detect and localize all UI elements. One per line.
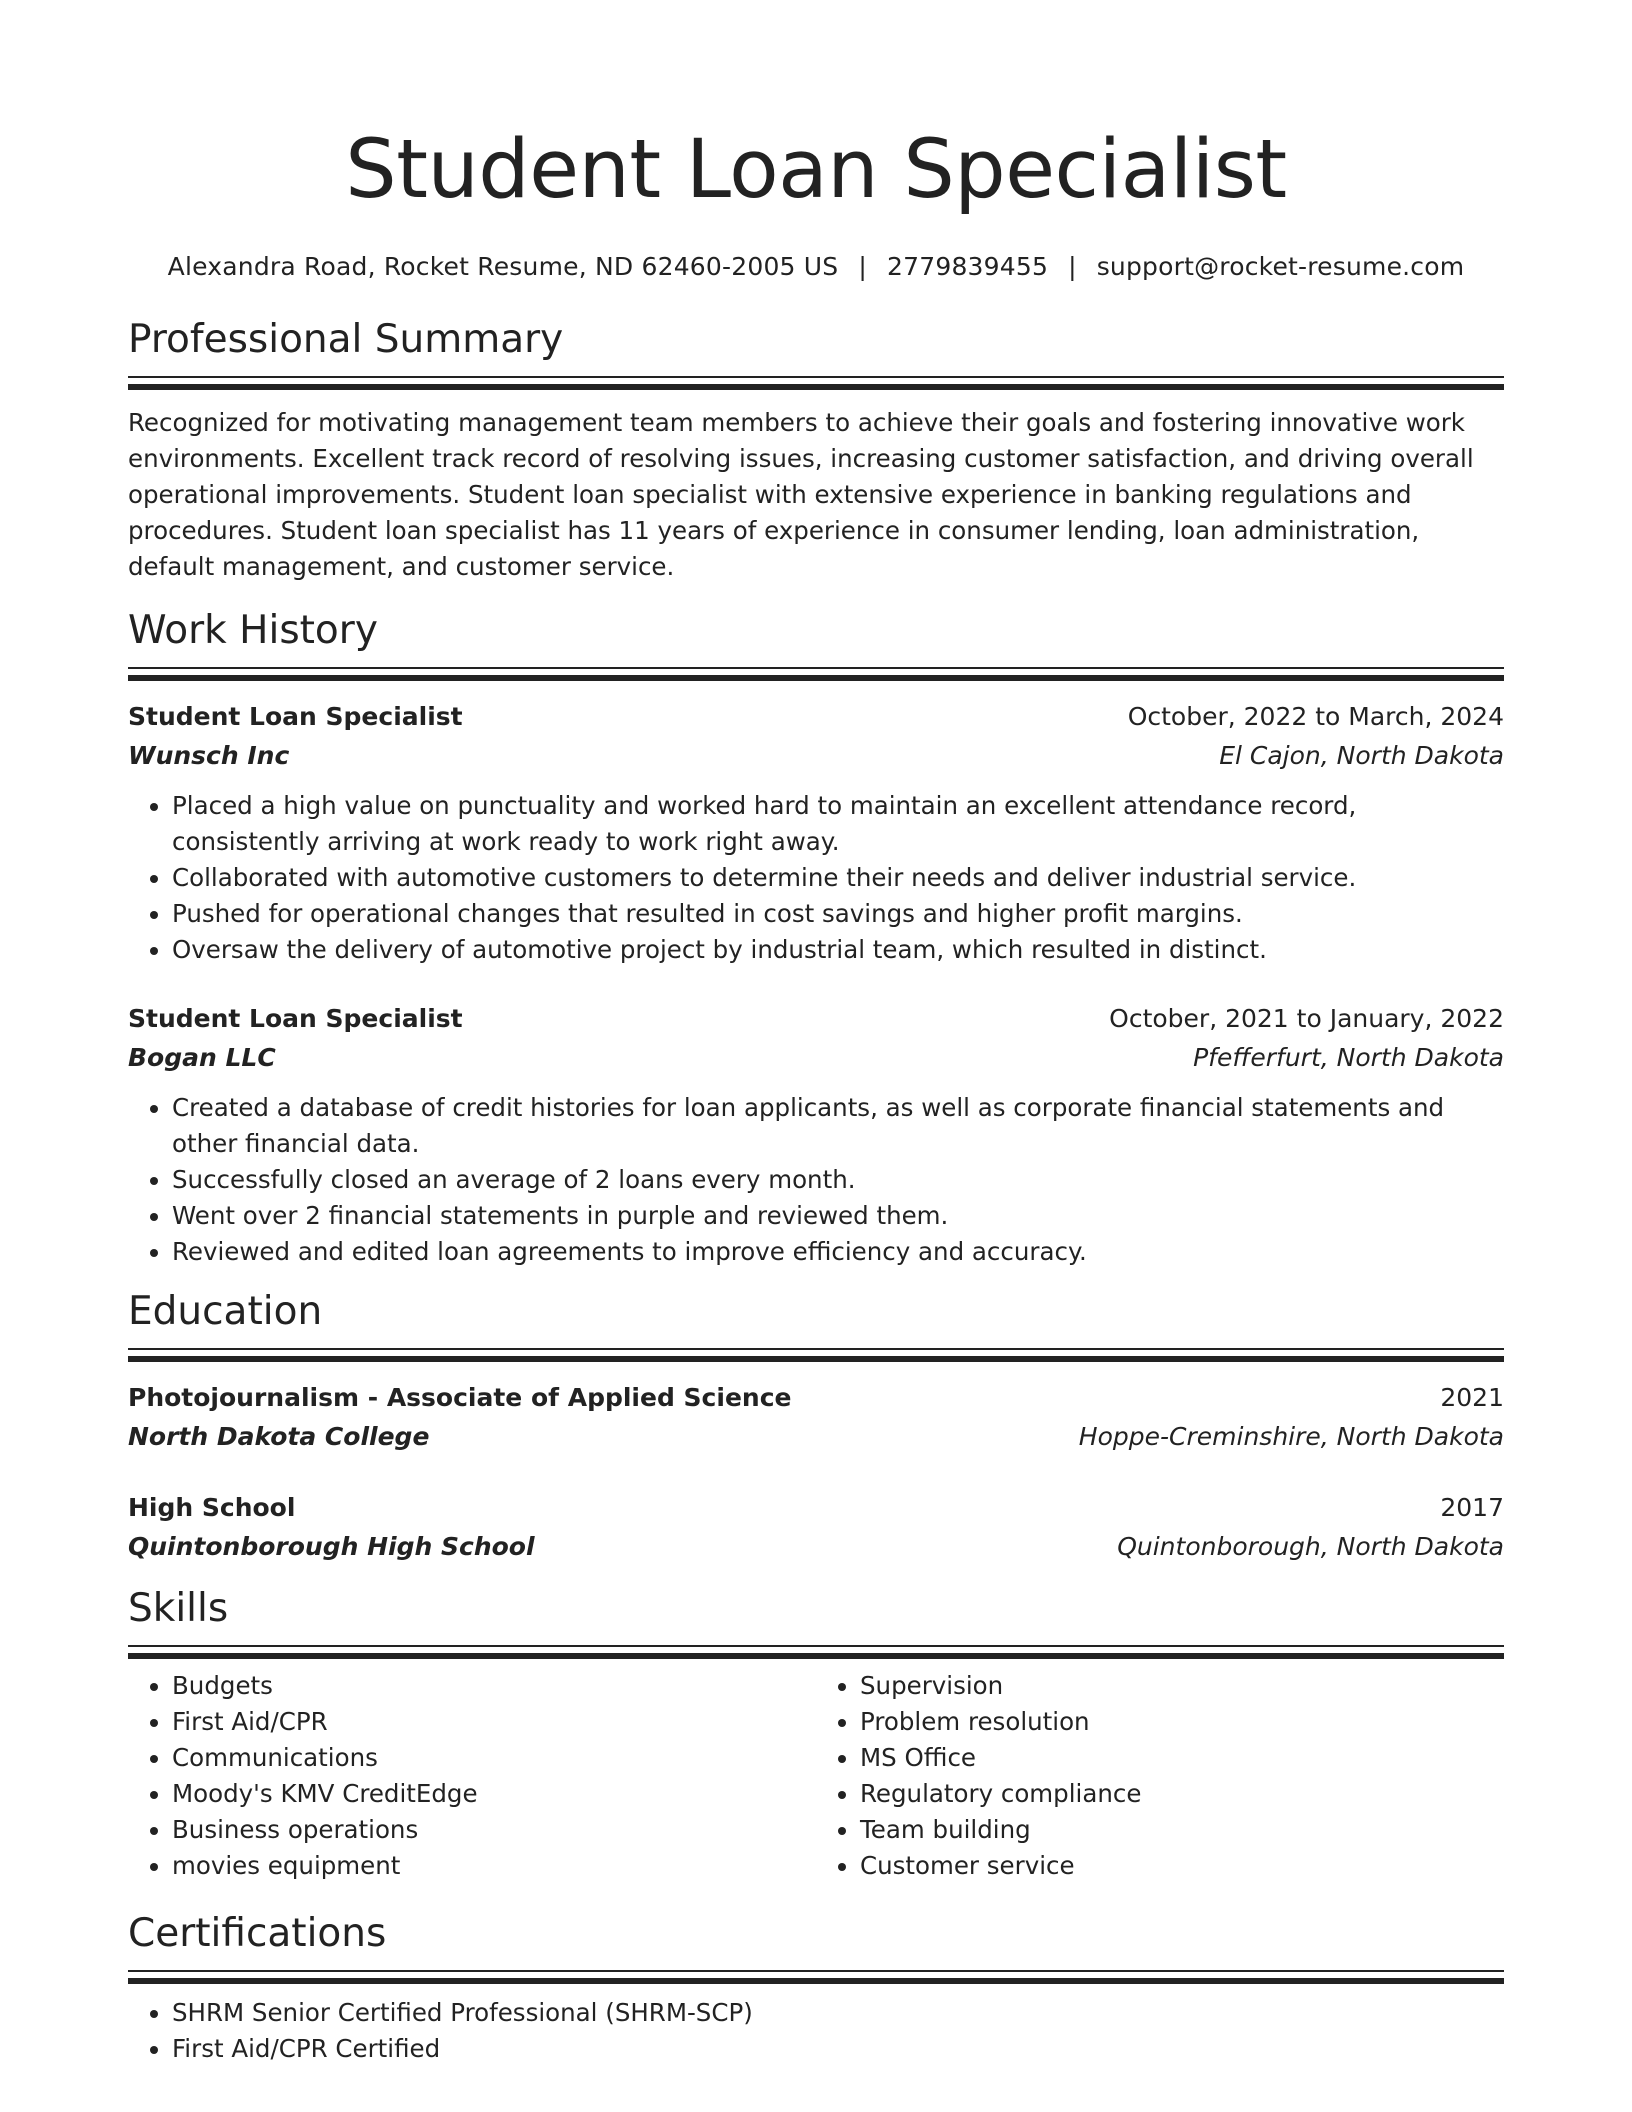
- contact-separator: |: [1068, 252, 1077, 281]
- list-item: • Problem resolution: [860, 1704, 1504, 1740]
- list-item: • Communications: [172, 1740, 816, 1776]
- job-dates: October, 2021 to January, 2022: [1109, 1004, 1504, 1033]
- list-item: • movies equipment: [172, 1848, 816, 1884]
- job-location: El Cajon, North Dakota: [1219, 741, 1504, 770]
- list-item: • First Aid/CPR Certified: [172, 2031, 1504, 2067]
- skills-list-right: [816, 1668, 1504, 1884]
- job-title: Student Loan Specialist: [128, 1004, 463, 1033]
- contact-phone: 2779839455: [887, 252, 1049, 281]
- list-item: • MS Office: [860, 1740, 1504, 1776]
- skills-columns: [128, 1660, 1504, 1884]
- list-item: • Regulatory compliance: [860, 1776, 1504, 1812]
- list-item: • Supervision: [860, 1668, 1504, 1704]
- job-bullets: [128, 1090, 1504, 1270]
- summary-text: Recognized for motivating management team members to achieve their goals and fostering innovative work environments. Excellent track record of resolving issues, increasing customer satisfaction, and driving overall operational improvements. Student loan specialist with extensive experience in banking regulations and procedures. Student loan specialist has 11 years of experience in consumer lending, loan administration, default management, and customer service.: [128, 408, 1474, 581]
- job-dates: October, 2022 to March, 2024: [1127, 702, 1504, 731]
- job-title: Student Loan Specialist: [128, 702, 463, 731]
- summary-section: [128, 316, 1504, 585]
- education-location: Quintonborough, North Dakota: [1117, 1532, 1504, 1561]
- contact-separator: |: [858, 252, 868, 281]
- contact-address: Alexandra Road, Rocket Resume, ND 62460-2005 US: [167, 252, 839, 281]
- education-entry: [128, 1489, 1504, 1567]
- section-title-education: Education: [128, 1289, 323, 1334]
- contact-line: [128, 250, 1504, 284]
- section-divider: [128, 1645, 1504, 1660]
- work-history-section: [128, 607, 1504, 1270]
- list-item: • SHRM Senior Certified Professional (SHRM-SCP): [172, 1995, 1504, 2031]
- list-item: • First Aid/CPR: [172, 1704, 816, 1740]
- education-degree: High School: [128, 1493, 296, 1522]
- contact-email: support@rocket-resume.com: [1096, 252, 1465, 281]
- list-item: • Customer service: [860, 1848, 1504, 1884]
- list-item: • Successfully closed an average of 2 loans every month.: [172, 1162, 1504, 1198]
- certifications-list: [128, 1995, 1504, 2067]
- education-school: North Dakota College: [128, 1422, 430, 1451]
- resume-title: Student Loan Specialist: [345, 123, 1287, 217]
- education-location: Hoppe-Creminshire, North Dakota: [1078, 1422, 1504, 1451]
- list-item: • Reviewed and edited loan agreements to improve efficiency and accuracy.: [172, 1234, 1504, 1270]
- job-subheader: [128, 736, 1504, 776]
- list-item: • Collaborated with automotive customers to determine their needs and deliver industrial service.: [172, 860, 1504, 896]
- section-divider: [128, 667, 1504, 682]
- job-subheader: [128, 1038, 1504, 1078]
- education-subheader: [128, 1527, 1504, 1567]
- list-item: • Created a database of credit histories for loan applicants, as well as corporate financial statements and other financial data.: [172, 1090, 1504, 1162]
- section-divider: [128, 376, 1504, 391]
- section-title-certifications: Certifications: [128, 1911, 387, 1956]
- skills-list-left: [128, 1668, 816, 1884]
- list-item: • Placed a high value on punctuality and worked hard to maintain an excellent attendance record, consistently arriving at work ready to work right away.: [172, 788, 1504, 860]
- education-degree: Photojournalism - Associate of Applied Science: [128, 1383, 792, 1412]
- section-title-skills: Skills: [128, 1586, 229, 1631]
- job-bullets: [128, 788, 1504, 968]
- section-divider: [128, 1970, 1504, 1985]
- education-year: 2021: [1440, 1383, 1504, 1412]
- job-header: [128, 698, 1504, 736]
- skills-section: [128, 1585, 1504, 1884]
- job-company: Wunsch Inc: [128, 741, 290, 770]
- list-item: • Budgets: [172, 1668, 816, 1704]
- education-year: 2017: [1440, 1493, 1504, 1522]
- section-title-summary: Professional Summary: [128, 317, 564, 362]
- education-section: [128, 1288, 1504, 1567]
- education-entry: [128, 1379, 1504, 1457]
- job-entry: [128, 698, 1504, 968]
- list-item: • Went over 2 financial statements in purple and reviewed them.: [172, 1198, 1504, 1234]
- job-location: Pfefferfurt, North Dakota: [1193, 1043, 1504, 1072]
- list-item: • Business operations: [172, 1812, 816, 1848]
- education-school: Quintonborough High School: [128, 1532, 535, 1561]
- list-item: • Moody's KMV CreditEdge: [172, 1776, 816, 1812]
- job-entry: [128, 1000, 1504, 1270]
- certifications-section: [128, 1910, 1504, 2067]
- education-subheader: [128, 1417, 1504, 1457]
- list-item: • Team building: [860, 1812, 1504, 1848]
- section-divider: [128, 1348, 1504, 1363]
- list-item: • Pushed for operational changes that resulted in cost savings and higher profit margins.: [172, 896, 1504, 932]
- education-header: [128, 1379, 1504, 1417]
- education-header: [128, 1489, 1504, 1527]
- section-title-work-history: Work History: [128, 608, 378, 653]
- job-company: Bogan LLC: [128, 1043, 276, 1072]
- job-header: [128, 1000, 1504, 1038]
- list-item: • Oversaw the delivery of automotive project by industrial team, which resulted in distinct.: [172, 932, 1504, 968]
